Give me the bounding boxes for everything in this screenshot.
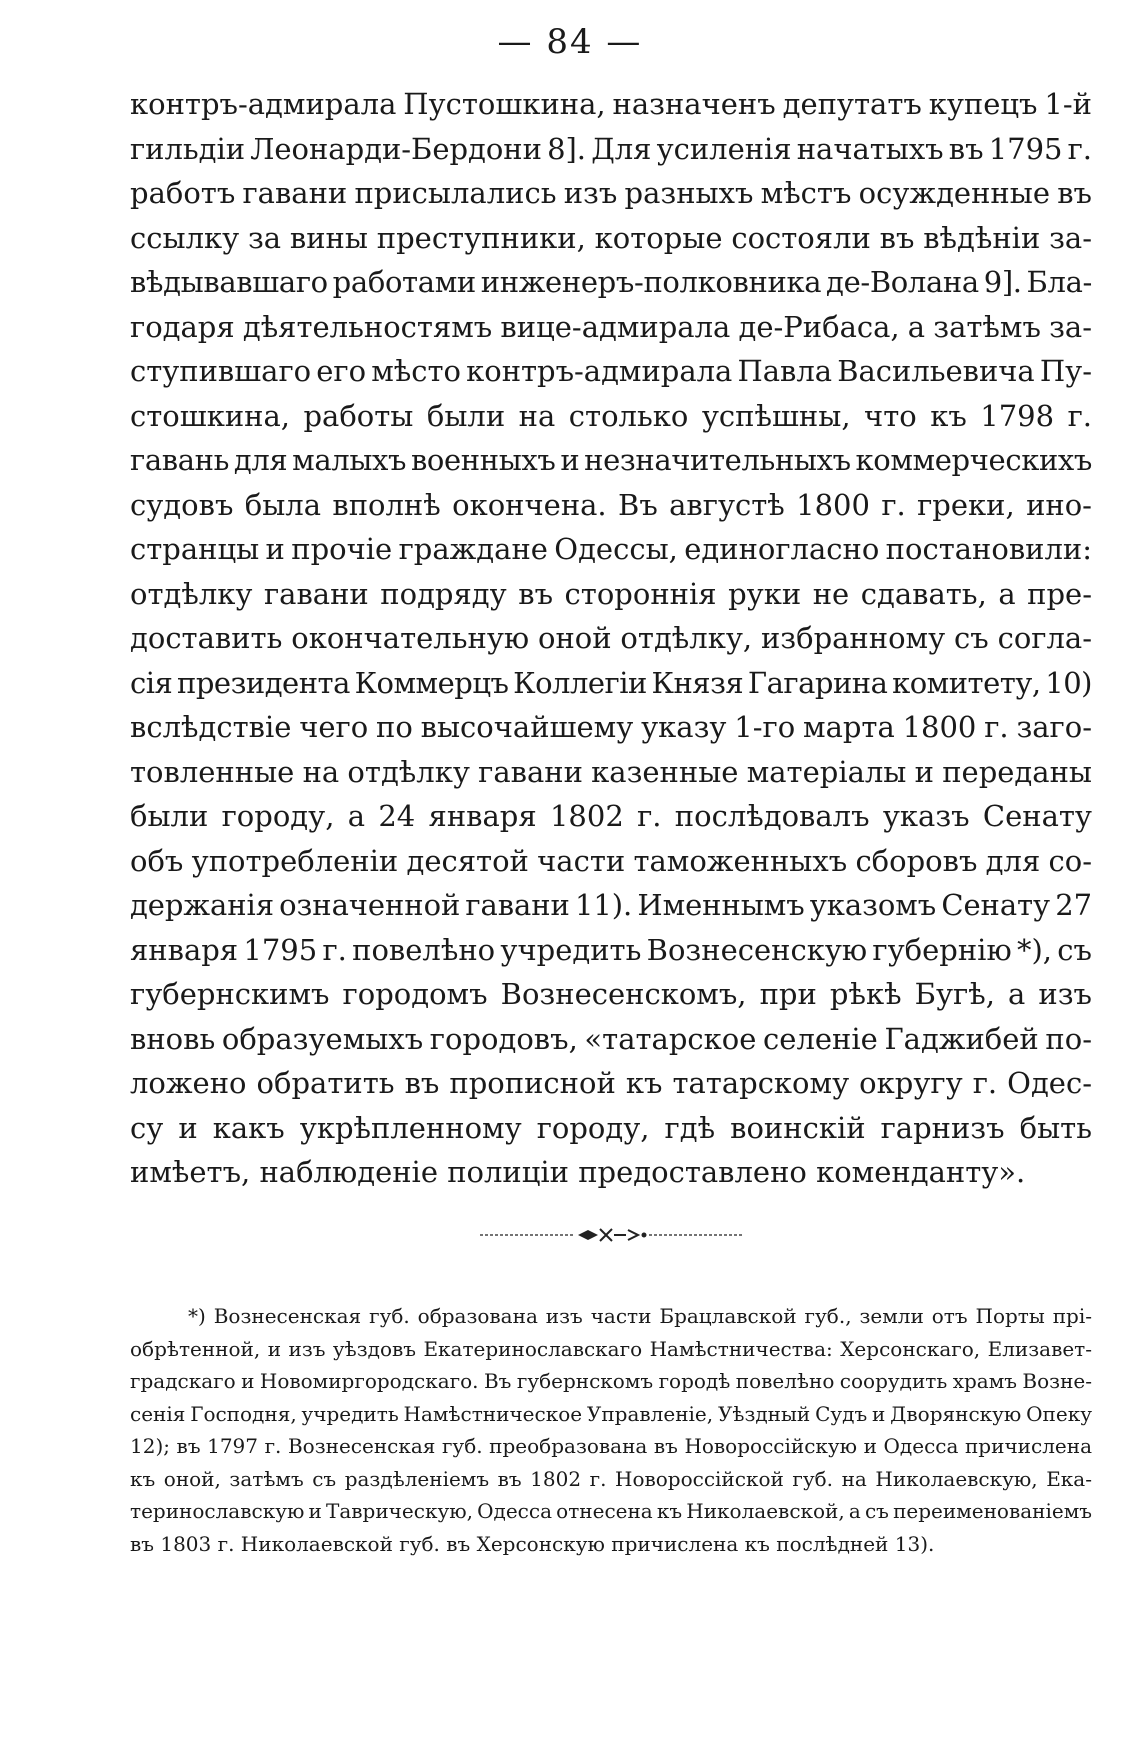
text-line: губернскимъ городомъ Вознесенскомъ, при рѣкѣ Бугѣ, а изъ — [130, 977, 1092, 1011]
text-line: стошкина, работы были на столько успѣшны, что къ 1798 г. — [130, 398, 1092, 433]
footnote-line: къ оной, затѣмъ съ раздѣленіемъ въ 1802 г. Новороссійской губ. на Николаевскую, Ека- — [130, 1466, 1092, 1491]
text-line: контръ-адмирала Пустошкина, назначенъ депутатъ купецъ 1-й — [130, 87, 1092, 121]
text-line: годаря дѣятельностямъ вице-адмирала де-Рибаса, а затѣмъ за- — [130, 309, 1092, 344]
text-line: судовъ была вполнѣ окончена. Въ августѣ 1800 г. греки, ино- — [130, 487, 1092, 522]
text-line: ссылку за вины преступники, которые состояли въ вѣдѣніи за- — [130, 220, 1092, 255]
main-text — [130, 82, 1092, 1195]
footnote-line: теринославскую и Таврическую, Одесса отнесена къ Николаевской, а съ переименованіемъ — [130, 1499, 1092, 1523]
text-line: сія президента Коммерцъ Коллегіи Князя Гагарина комитету, 10) — [130, 665, 1092, 700]
footnote-line: сенія Господня, учредить Намѣстническое Управленіе, Уѣздный Судъ и Дворянскую Опеку — [130, 1401, 1092, 1426]
footnote-line: въ 1803 г. Николаевской губ. въ Херсонскую причислена къ послѣдней 13). — [130, 1531, 935, 1556]
text-line: гильдіи Леонарди-Бердони 8]. Для усиленія начатыхъ въ 1795 г. — [130, 131, 1092, 166]
text-line: ступившаго его мѣсто контръ-адмирала Павла Васильевича Пу- — [130, 354, 1092, 388]
text-line: су и какъ укрѣпленному городу, гдѣ воинскій гарнизъ быть — [130, 1110, 1092, 1145]
footnote-line: градскаго и Новомиргородскаго. Въ губернскомъ городѣ повелѣно соорудить храмъ Возне- — [130, 1369, 1092, 1393]
text-line: доставить окончательную оной отдѣлку, избранному съ согла- — [130, 621, 1092, 655]
text-line: объ употребленіи десятой части таможенныхъ сборовъ для со- — [130, 843, 1092, 878]
text-line: имѣетъ, наблюденіе полиціи предоставлено коменданту». — [130, 1155, 1026, 1189]
text-line: гавань для малыхъ военныхъ и незначительныхъ коммерческихъ — [130, 443, 1092, 477]
page-number: — 84 — — [497, 22, 643, 62]
text-line: отдѣлку гавани подряду въ стороннія руки не сдавать, а пре- — [130, 576, 1092, 611]
text-line: товленные на отдѣлку гавани казенные матеріалы и переданы — [130, 754, 1092, 789]
text-line: января 1795 г. повелѣно учредить Вознесенскую губернію *), съ — [130, 932, 1092, 967]
text-line: работъ гавани присылались изъ разныхъ мѣстъ осужденные въ — [130, 176, 1092, 210]
text-line: держанія означенной гавани 11). Именнымъ указомъ Сенату 27 — [130, 888, 1092, 922]
text-line: были городу, а 24 января 1802 г. послѣдовалъ указъ Сенату — [130, 799, 1092, 833]
text-line: вслѣдствіе чего по высочайшему указу 1-го марта 1800 г. заго- — [130, 710, 1092, 744]
footnote-line: обрѣтенной, и изъ уѣздовъ Екатеринославскаго Намѣстничества: Херсонскаго, Елизавет- — [130, 1336, 1092, 1361]
ornament-divider — [480, 1225, 744, 1245]
footnote — [130, 1300, 1092, 1560]
text-line: вѣдывавшаго работами инженеръ-полковника де-Волана 9]. Бла- — [130, 265, 1092, 299]
text-line: ложено обратить въ прописной къ татарскому округу г. Одес- — [130, 1066, 1092, 1100]
footnote-line: *) Вознесенская губ. образована изъ части Брацлавской губ., земли отъ Порты прі- — [188, 1304, 1092, 1328]
footnote-line: 12); въ 1797 г. Вознесенская губ. преобразована въ Новороссійскую и Одесса причислена — [130, 1434, 1092, 1458]
text-line: странцы и прочіе граждане Одессы, единогласно постановили: — [130, 532, 1092, 566]
text-line: вновь образуемыхъ городовъ, «татарское селеніе Гаджибей по- — [130, 1021, 1092, 1056]
